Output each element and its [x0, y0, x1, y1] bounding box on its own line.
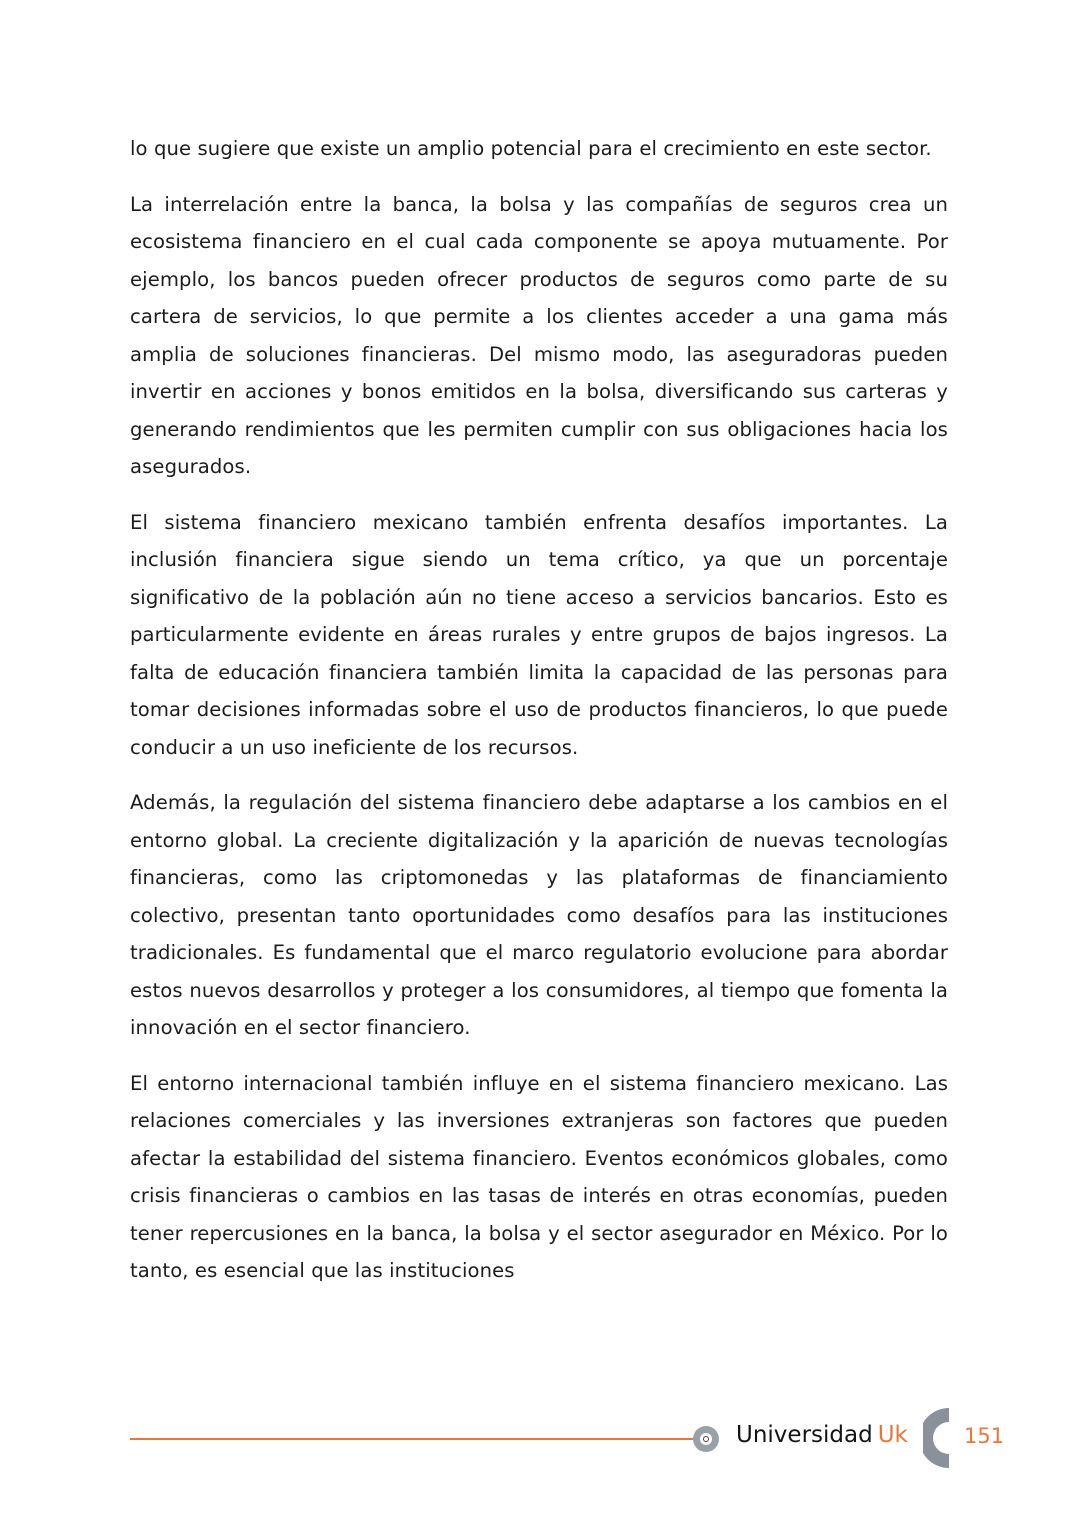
footer-divider [130, 1438, 695, 1440]
paragraph: La interrelación entre la banca, la bolsa y las compañías de seguros crea un ecosistema financiero en el cual cada componente se apoya mutuamente. Por ejemplo, los bancos pueden ofrecer productos de seguros como parte de su cartera de servicios, lo que permite a los clientes acceder a una gama más amplia de soluciones financieras. Del mismo modo, las aseguradoras pueden invertir en acciones y bonos emitidos en la bolsa, diversificando sus carteras y generando rendimientos que les permiten cumplir con sus obligaciones hacia los asegurados. [130, 192, 948, 478]
page-body [130, 130, 948, 1308]
brand-suffix: Uk [877, 1422, 908, 1448]
paragraph: lo que sugiere que existe un amplio potencial para el crecimiento en este sector. [130, 137, 932, 160]
paragraph: El sistema financiero mexicano también enfrenta desafíos importantes. La inclusión financiera sigue siendo un tema crítico, ya que un porcentaje significativo de la población aún no tiene acceso a servicios bancarios. Esto es particularmente evidente en áreas rurales y entre grupos de bajos ingresos. La falta de educación financiera también limita la capacidad de las personas para tomar decisiones informadas sobre el uso de productos financieros, lo que puede conducir a un uso ineficiente de los recursos. [130, 510, 948, 759]
paragraph: El entorno internacional también influye en el sistema financiero mexicano. Las relaciones comerciales y las inversiones extranjeras son factores que pueden afectar la estabilidad del sistema financiero. Eventos económicos globales, como crisis financieras o cambios en las tasas de interés en otras economías, pueden tener repercusiones en la banca, la bolsa y el sector asegurador en México. Por lo tanto, es esencial que las instituciones [130, 1071, 948, 1282]
logo-ring-icon [693, 1426, 719, 1452]
paragraph: Además, la regulación del sistema financiero debe adaptarse a los cambios en el entorno global. La creciente digitalización y la aparición de nuevas tecnologías financieras, como las criptomonedas y las plataformas de financiamiento colectivo, presentan tanto oportunidades como desafíos para las instituciones tradicionales. Es fundamental que el marco regulatorio evolucione para abordar estos nuevos desarrollos y proteger a los consumidores, al tiempo que fomenta la innovación en el sector financiero. [130, 791, 948, 1039]
page-number: 151 [964, 1424, 1005, 1448]
brand-name: Universidad [736, 1422, 873, 1448]
footer-brand [736, 1422, 908, 1448]
